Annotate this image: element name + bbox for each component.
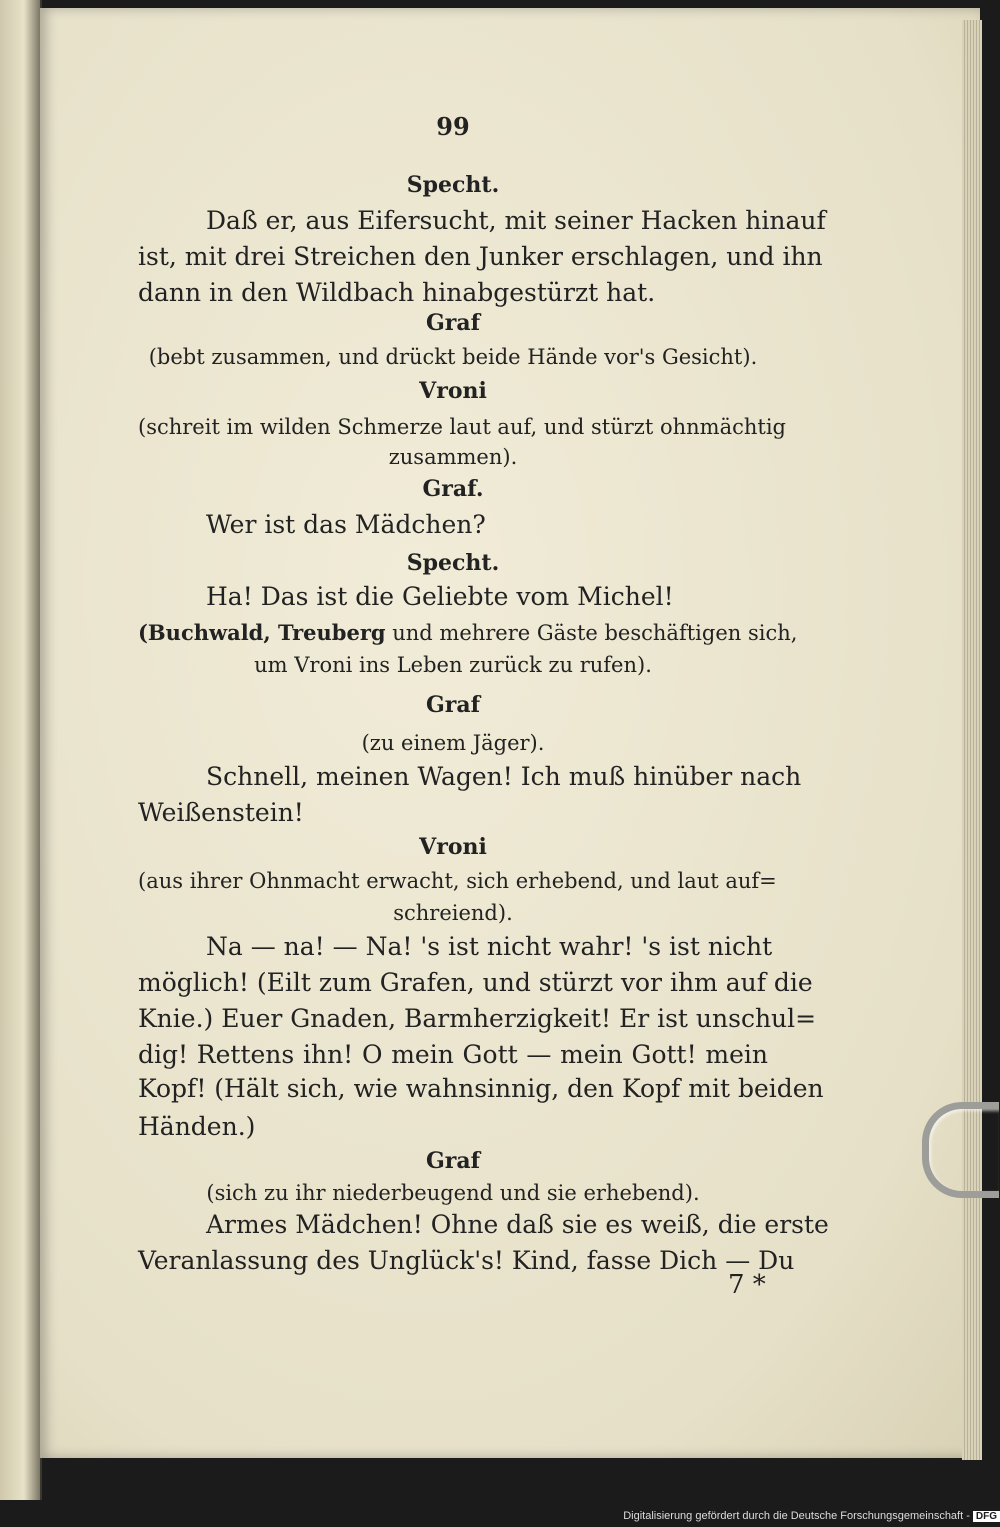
stage-direction: (sich zu ihr niederbeugend und sie erhebend). (206, 1181, 700, 1205)
text-line: dig! Rettens ihn! O mein Gott — mein Gott! mein (138, 1040, 768, 1069)
paper-clip (922, 1102, 999, 1198)
text-line: Weißenstein! (138, 798, 304, 827)
text-line: Schnell, meinen Wagen! Ich muß hinüber nach (206, 762, 802, 791)
stage-names: (Buchwald, Treuberg (138, 620, 386, 645)
speaker-heading: Graf (425, 310, 481, 336)
text-line: Veranlassung des Unglück's! Kind, fasse Dich — Du (138, 1246, 795, 1275)
text-line: dann in den Wildbach hinabgestürzt hat. (138, 278, 656, 307)
stage-direction: (zu einem Jäger). (361, 731, 545, 755)
left-page-edge (0, 0, 42, 1500)
speaker-heading: Specht. (406, 172, 500, 198)
stage-rest: und mehrere Gäste beschäftigen sich, (385, 621, 798, 645)
digitization-credit (600, 1510, 1000, 1522)
text-line: ist, mit drei Streichen den Junker erschlagen, und ihn (138, 242, 823, 271)
text-line: möglich! (Eilt zum Grafen, und stürzt vor ihm auf die (138, 968, 813, 997)
stage-direction: schreiend). (393, 901, 513, 925)
speaker-heading: Graf (425, 692, 481, 718)
text-line: Daß er, aus Eifersucht, mit seiner Hacken hinauf (206, 206, 826, 235)
stage-direction: um Vroni ins Leben zurück zu rufen). (254, 653, 652, 677)
text-line: Knie.) Euer Gnaden, Barmherzigkeit! Er ist unschul= (138, 1004, 817, 1033)
text-line: Händen.) (138, 1112, 256, 1141)
stage-direction: (schreit im wilden Schmerze laut auf, und stürzt ohnmächtig (138, 415, 786, 439)
speaker-heading: Specht. (406, 550, 500, 576)
text-line: Na — na! — Na! 's ist nicht wahr! 's ist nicht (206, 932, 773, 961)
speaker-heading: Graf (425, 1148, 481, 1174)
text-line: Wer ist das Mädchen? (206, 510, 486, 539)
stage-direction: (aus ihrer Ohnmacht erwacht, sich erhebend, und laut auf= (138, 869, 777, 893)
text-line: Ha! Das ist die Geliebte vom Michel! (206, 582, 674, 611)
credit-text: Digitalisierung gefördert durch die Deutsche Forschungsgemeinschaft - (623, 1510, 970, 1522)
speaker-heading: Vroni (419, 378, 487, 404)
text-line: Kopf! (Hält sich, wie wahnsinnig, den Kopf mit beiden (138, 1074, 824, 1103)
page-stack-edge (962, 20, 982, 1460)
page-number: 99 (436, 112, 470, 141)
speaker-heading: Graf. (422, 476, 484, 502)
speaker-heading: Vroni (419, 834, 487, 860)
text-line: Armes Mädchen! Ohne daß sie es weiß, die erste (206, 1210, 829, 1239)
stage-direction (138, 616, 797, 650)
stage-direction: zusammen). (388, 445, 518, 469)
dfg-logo: DFG (973, 1511, 1000, 1522)
stage-direction: (bebt zusammen, und drückt beide Hände vor's Gesicht). (148, 345, 758, 369)
signature-mark: 7 * (728, 1270, 766, 1300)
